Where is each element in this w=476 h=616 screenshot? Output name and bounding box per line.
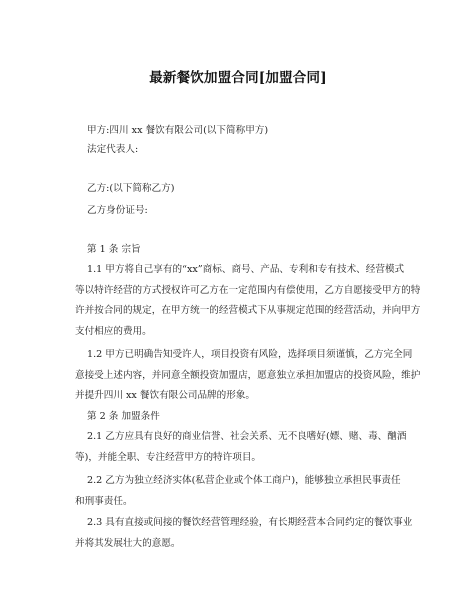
paragraph-1-2 bbox=[75, 345, 421, 407]
document-title: 最新餐饮加盟合同[加盟合同] bbox=[149, 70, 327, 86]
party-b-line: 乙方:(以下简称乙方) bbox=[87, 183, 175, 194]
paragraph-line: 意接受上述内容，并同意全额投资加盟店，愿意独立承担加盟店的投资风险，维护 bbox=[75, 369, 421, 381]
paragraph-line: 1.2 甲方已明确告知受许人，项目投资有风险，选择项目须谨慎，乙方完全同 bbox=[87, 349, 413, 360]
paragraph-1-1 bbox=[75, 260, 421, 342]
paragraph-line: 和刑事责任。 bbox=[75, 495, 133, 507]
paragraph-line: 等以特许经营的方式授权许可乙方在一定范围内有偿使用，乙方自愿接受甲方的特 bbox=[75, 284, 421, 296]
paragraph-line: 并提升四川 xx 餐饮有限公司品牌的形象。 bbox=[75, 390, 256, 401]
legal-representative-line: 法定代表人: bbox=[87, 144, 139, 155]
paragraph-2-2 bbox=[75, 471, 401, 512]
article-2-heading: 第 2 条 加盟条件 bbox=[87, 411, 160, 422]
party-b-id-line: 乙方身份证号: bbox=[87, 205, 148, 216]
paragraph-line: 等)，并能全职、专注经营甲方的特许项目。 bbox=[75, 451, 262, 463]
paragraph-line: 2.1 乙方应具有良好的商业信誉、社会关系、无不良嗜好(嫖、赌、毒、酗酒 bbox=[87, 431, 407, 442]
paragraph-line: 许并按合同的规定，在甲方统一的经营模式下从事规定范围的经营活动，并向甲方 bbox=[75, 305, 421, 316]
paragraph-line: 2.3 具有直接或间接的餐饮经营管理经验，有长期经营本合同约定的餐饮事业 bbox=[87, 517, 413, 528]
paragraph-line: 并将其发展壮大的意愿。 bbox=[75, 537, 181, 549]
paragraph-2-1 bbox=[75, 427, 407, 468]
paragraph-line: 2.2 乙方为独立经济实体(私营企业或个体工商户)，能够独立承担民事责任 bbox=[87, 475, 401, 486]
paragraph-line: 1.1 甲方将自己享有的“xx”商标、商号、产品、专利和专有技术、经营模式 bbox=[87, 264, 405, 275]
paragraph-2-3 bbox=[75, 513, 413, 554]
paragraph-line: 支付相应的费用。 bbox=[75, 325, 152, 337]
article-1-heading: 第 1 条 宗旨 bbox=[87, 244, 141, 255]
party-a-line: 甲方:四川 xx 餐饮有限公司(以下简称甲方) bbox=[87, 125, 269, 136]
